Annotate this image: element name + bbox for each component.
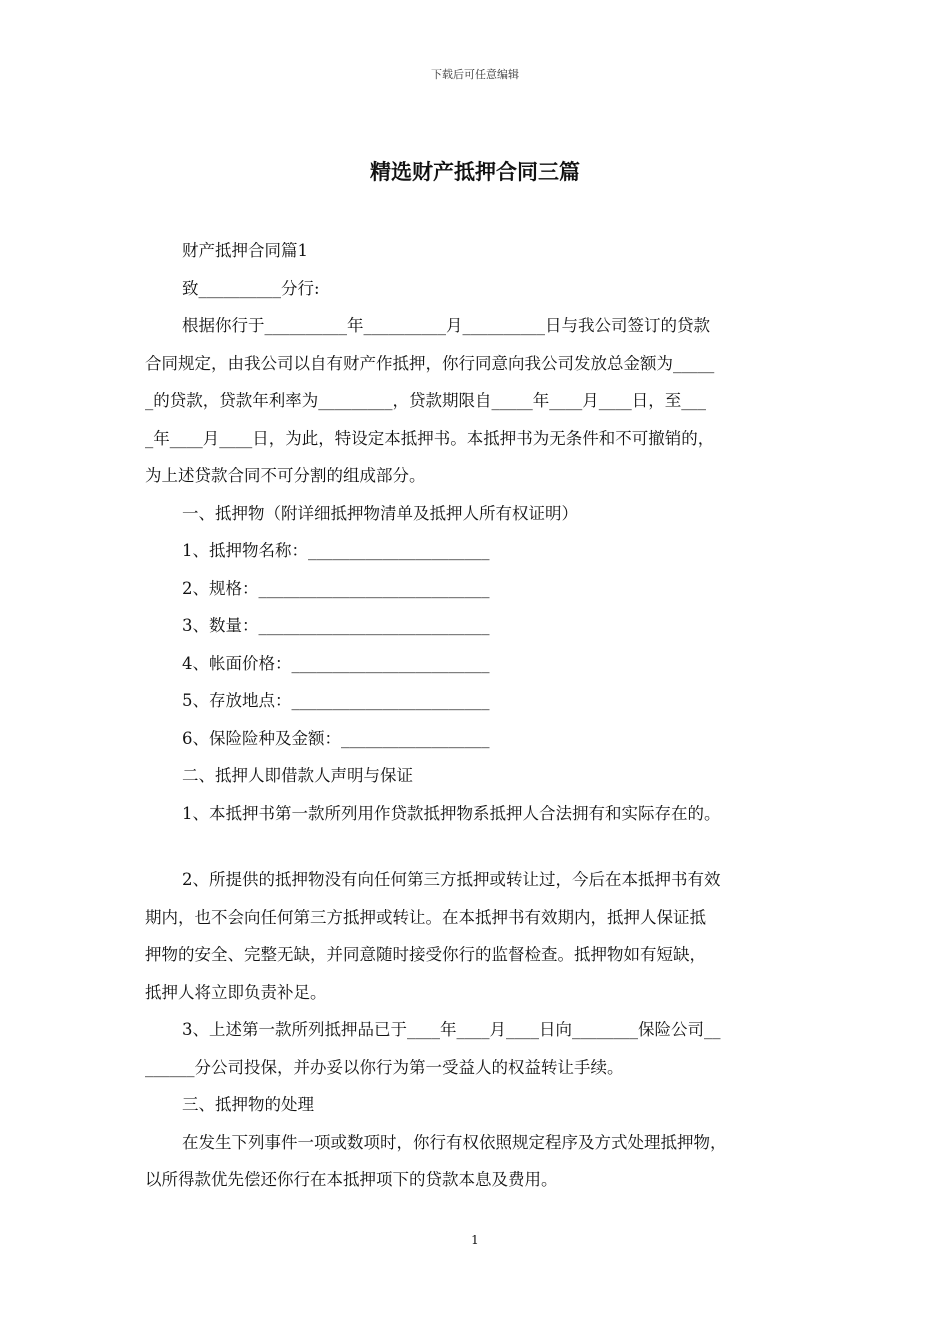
body-line: 抵押人将立即负责补足。 <box>145 982 327 1002</box>
clause-heading: 二、抵押人即借款人声明与保证 <box>182 766 413 785</box>
body-line: 在发生下列事件一项或数项时，你行有权依照规定程序及方式处理抵押物， <box>182 1132 727 1152</box>
body-line: _年____月____日，为此，特设定本抵押书。本抵押书为无条件和不可撤销的， <box>145 428 715 448</box>
document-body <box>145 232 813 1199</box>
body-line: 期内，也不会向任何第三方抵押或转让。在本抵押书有效期内，抵押人保证抵 <box>145 907 706 927</box>
clause-heading: 三、抵押物的处理 <box>182 1095 314 1114</box>
page-number: 1 <box>471 1233 479 1247</box>
paragraph-gap <box>145 832 813 861</box>
list-item: 1、抵押物名称：______________________ <box>182 541 490 560</box>
list-item: 3、数量：____________________________ <box>182 616 490 635</box>
body-line: 押物的安全、完整无缺，并同意随时接受你行的监督检查。抵押物如有短缺， <box>145 945 706 964</box>
section-heading: 财产抵押合同篇1 <box>182 241 308 260</box>
body-line: ______分公司投保，并办妥以你行为第一受益人的权益转让手续。 <box>145 1057 624 1077</box>
body-line: 合同规定，由我公司以自有财产作抵押，你行同意向我公司发放总金额为_____ <box>145 353 715 373</box>
list-item: 5、存放地点：________________________ <box>182 691 490 710</box>
list-item: 4、帐面价格：________________________ <box>182 653 490 673</box>
body-line: 根据你行于__________年__________月__________日与我公司签订的贷款 <box>182 316 710 335</box>
body-line: 以所得款优先偿还你行在本抵押项下的贷款本息及费用。 <box>145 1170 558 1189</box>
body-line: _的贷款，贷款年利率为_________，贷款期限自_____年____月____日，至___ <box>145 391 706 410</box>
addressee-line: 致__________分行: <box>182 278 320 298</box>
body-line: 为上述贷款合同不可分割的组成部分。 <box>145 466 426 485</box>
clause-heading: 一、抵押物（附详细抵押物清单及抵押人所有权证明） <box>182 503 578 523</box>
list-item: 2、规格：____________________________ <box>182 578 490 598</box>
body-line: 1、本抵押书第一款所列用作贷款抵押物系抵押人合法拥有和实际存在的。 <box>182 803 721 823</box>
body-line: 3、上述第一款所列抵押品已于____年____月____日向________保险公司__ <box>182 1020 721 1039</box>
body-line: 2、所提供的抵押物没有向任何第三方抵押或转让过，今后在本抵押书有效 <box>182 870 721 889</box>
list-item: 6、保险险种及金额：__________________ <box>182 728 490 748</box>
document-title: 精选财产抵押合同三篇 <box>370 160 580 184</box>
page-header: 下载后可任意编辑 <box>431 68 519 81</box>
